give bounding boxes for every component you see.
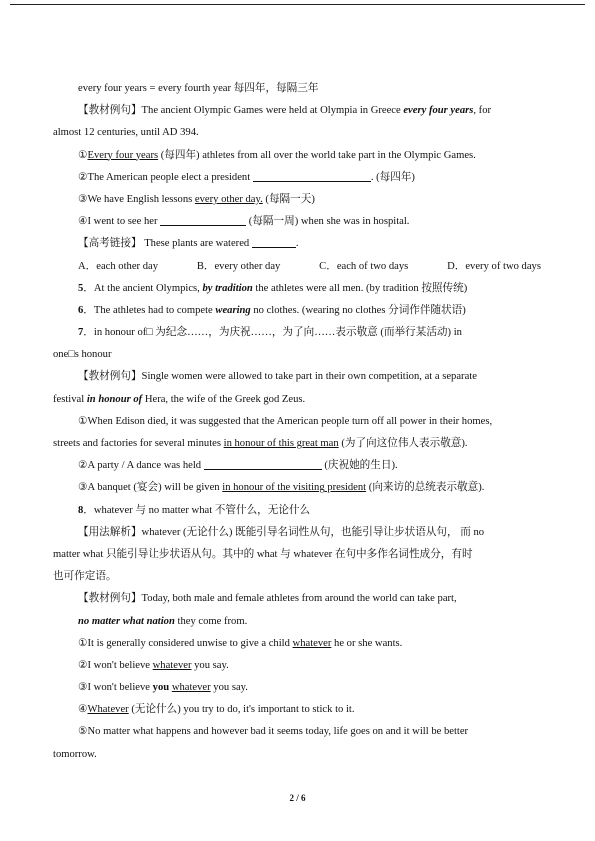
example-sentence: ③A banquet (宴会) will be given in honour of the visiting president (向来访的总统表示敬意). [78, 482, 485, 494]
option-d: D．every of two days [447, 260, 541, 272]
example-sentence: ②The American people elect a president . (每四年) [53, 167, 543, 189]
text-line: tomorrow. [53, 748, 97, 760]
example-sentence: ①It is generally considered unwise to give a child whatever he or she wants. [78, 637, 403, 649]
option-a: A．each other day [78, 260, 159, 272]
example-sentence: ②I won't believe whatever you say. [78, 659, 229, 671]
underlined-phrase: Every four years [87, 149, 159, 161]
option-c: C．each of two days [319, 260, 409, 272]
underlined-phrase: every other day. [194, 193, 263, 205]
page-number: 2 / 6 [289, 793, 306, 803]
point-5: 5．At the ancient Olympics, by tradition the athletes were all men. (by tradition 按照传统) [78, 282, 468, 294]
top-rule [10, 4, 585, 5]
textbook-example-line: 【教材例句】The ancient Olympic Games were held at Olympia in Greece every four years, for [78, 105, 492, 117]
bold-word: you [152, 682, 170, 694]
text-line: matter what 只能引导让步状语从句。其中的 what 与 whatever 在句中多作名词性成分，有时 [53, 548, 473, 560]
exam-link-question: 【高考链接】 These plants are watered . [53, 233, 543, 255]
answer-options [53, 256, 543, 278]
emphasis-phrase: wearing [215, 304, 251, 316]
document-body [53, 78, 543, 766]
text-line: every four years = every fourth year 每四年，每隔三年 [78, 83, 319, 94]
emphasis-phrase: no matter what nation [78, 615, 175, 627]
text-line: one□s honour [53, 349, 112, 361]
fill-blank [160, 213, 246, 226]
emphasis-phrase: in honour of [86, 393, 143, 405]
text-line: no matter what nation they come from. [78, 615, 248, 627]
point-8: 8．whatever 与 no matter what 不管什么，无论什么 [78, 504, 311, 516]
emphasis-phrase: by tradition [202, 282, 253, 294]
example-sentence: ①When Edison died, it was suggested that the American people turn off all power in their homes, [78, 415, 493, 427]
underlined-phrase: in honour of the visiting president [222, 482, 367, 494]
example-sentence: ①Every four years (每四年) athletes from all over the world take part in the Olympic Games. [78, 149, 476, 161]
underlined-phrase: in honour of this great man [223, 438, 339, 449]
text-line: streets and factories for several minutes in honour of this great man (为了向这位伟人表示敬意). [53, 438, 468, 449]
example-sentence: ④I went to see her (每隔一周) when she was in hospital. [53, 211, 543, 233]
example-sentence: ④Whatever (无论什么) you try to do, it's important to stick to it. [78, 704, 355, 716]
fill-blank [253, 169, 371, 182]
example-sentence: ③I won't believe you whatever you say. [78, 682, 248, 694]
underlined-phrase: whatever [171, 682, 211, 694]
example-sentence: ③We have English lessons every other day. (每隔一天) [78, 193, 315, 205]
text-line: almost 12 centuries, until AD 394. [53, 127, 199, 139]
underlined-phrase: whatever [292, 637, 332, 649]
emphasis-phrase: every four years [403, 105, 474, 117]
point-6: 6．The athletes had to compete wearing no clothes. (wearing no clothes 分词作伴随状语) [78, 304, 466, 316]
usage-analysis: 【用法解析】whatever (无论什么) 既能引导名词性从句，也能引导让步状语从句， 而 no [78, 526, 485, 538]
example-sentence: ⑤No matter what happens and however bad it seems today, life goes on and it will be better [78, 726, 469, 738]
underlined-phrase: whatever [152, 659, 192, 671]
text-line: 也可作定语。 [53, 571, 117, 583]
point-7: 7．in honour of□ 为纪念……，为庆祝……，为了向……表示敬意 (而举行某活动) in [78, 327, 462, 339]
textbook-example-line: 【教材例句】Today, both male and female athletes from around the world can take part, [78, 593, 457, 605]
textbook-example-line: 【教材例句】Single women were allowed to take part in their own competition, at a separate [78, 371, 477, 383]
example-sentence: ②A party / A dance was held (庆祝她的生日). [53, 455, 543, 477]
fill-blank [252, 235, 296, 248]
text-line: festival in honour of Hera, the wife of the Greek god Zeus. [53, 393, 306, 405]
underlined-phrase: Whatever [87, 704, 129, 716]
option-b: B．every other day [196, 260, 281, 272]
fill-blank [204, 457, 322, 470]
